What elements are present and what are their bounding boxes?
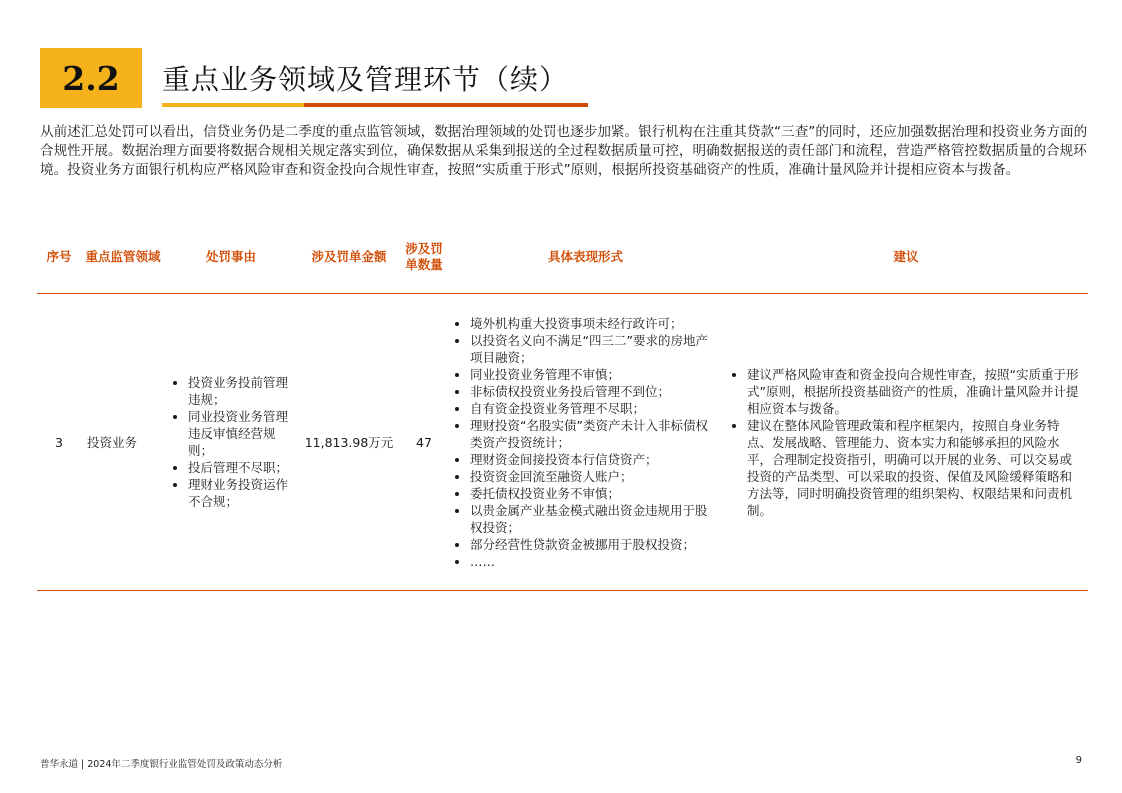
list-item: • 部分经营性贷款资金被挪用于股权投资； <box>470 536 718 553</box>
intro-paragraph: 从前述汇总处罚可以看出，信贷业务仍是二季度的重点监管领域，数据治理领域的处罚也逐步加紧。银行机构在注重其贷款“三查”的同时，还应加强数据治理和投资业务方面的合规性开展。数据治理方面要将数据合规相关规定落实到位，确保数据从采集到报送的全过程数据质量可控，明确数据报送的责任部门和流程，营造严格管控数据质量的合规环境。投资业务方面银行机构应严格风险审查和资金投向合规性审查，按照“实质重于形式”原则，根据所投资基础资产的性质，准确计量风险并计提相应资本与拨备。 <box>40 124 1088 178</box>
list-item: • 建议严格风险审查和资金投向合规性审查，按照“实质重于形式”原则，根据所投资基础资产的性质，准确计量风险并计提相应资本与拨备。 <box>747 366 1082 417</box>
cell-reasons <box>165 294 297 591</box>
table-row <box>37 294 1088 591</box>
list-item: • 境外机构重大投资事项未经行政许可； <box>470 315 718 332</box>
cell-manifestations <box>447 294 724 591</box>
list-item: • 理财投资“名股实债”类资产未计入非标债权类资产投资统计； <box>470 417 718 451</box>
footer-text: 普华永道 | 2024年二季度银行业监管处罚及政策动态分析 <box>40 759 283 770</box>
list-item: • 理财业务投资运作不合规； <box>188 476 291 510</box>
advice-list <box>730 366 1082 519</box>
list-item: • 以贵金属产业基金模式融出资金违规用于股权投资； <box>470 502 718 536</box>
list-item: • 非标债权投资业务投后管理不到位； <box>470 383 718 400</box>
list-item: • 投后管理不尽职； <box>188 459 291 476</box>
list-item: • 同业投资业务管理违反审慎经营规则； <box>188 408 291 459</box>
cell-area: 投资业务 <box>81 294 165 591</box>
title-underline <box>162 103 588 107</box>
title-underline-orange <box>304 103 588 107</box>
list-item: • 同业投资业务管理不审慎； <box>470 366 718 383</box>
header-no: 序号 <box>37 220 81 294</box>
list-item: • 建议在整体风险管理政策和程序框架内，按照自身业务特点、发展战略、管理能力、资本实力和能够承担的风险水平，合理制定投资指引，明确可以开展的业务、可以交易或投资的产品类型、可以采取的投资、保值及风险缓释策略和方法等，同时明确投资管理的组织架构、权限结果和问责机制。 <box>747 417 1082 519</box>
section-number: 2.2 <box>62 58 120 98</box>
cell-amount: 11,813.98万元 <box>297 294 401 591</box>
header-manifestation: 具体表现形式 <box>447 220 724 294</box>
header-area: 重点监管领域 <box>81 220 165 294</box>
cell-no: 3 <box>37 294 81 591</box>
cell-count: 47 <box>401 294 447 591</box>
list-item: • 理财资金间接投资本行信贷资产； <box>470 451 718 468</box>
section-number-box <box>40 48 142 108</box>
list-item: • …… <box>470 553 718 570</box>
manifestations-list <box>453 315 718 570</box>
list-item: • 以投资名义向不满足“四三二”要求的房地产项目融资； <box>470 332 718 366</box>
list-item: • 自有资金投资业务管理不尽职； <box>470 400 718 417</box>
reasons-list <box>171 374 291 510</box>
header-count: 涉及罚单数量 <box>401 220 447 294</box>
title-underline-yellow <box>162 103 304 107</box>
table-header-row <box>37 220 1088 294</box>
header-advice: 建议 <box>724 220 1088 294</box>
cell-advice <box>724 294 1088 591</box>
list-item: • 投资资金回流至融资人账户； <box>470 468 718 485</box>
header-amount: 涉及罚单金额 <box>297 220 401 294</box>
header-reason: 处罚事由 <box>165 220 297 294</box>
list-item: • 投资业务投前管理违规； <box>188 374 291 408</box>
page-title: 重点业务领域及管理环节（续） <box>162 63 569 96</box>
list-item: • 委托债权投资业务不审慎； <box>470 485 718 502</box>
page-number: 9 <box>1075 755 1082 766</box>
penalty-table <box>37 220 1088 591</box>
